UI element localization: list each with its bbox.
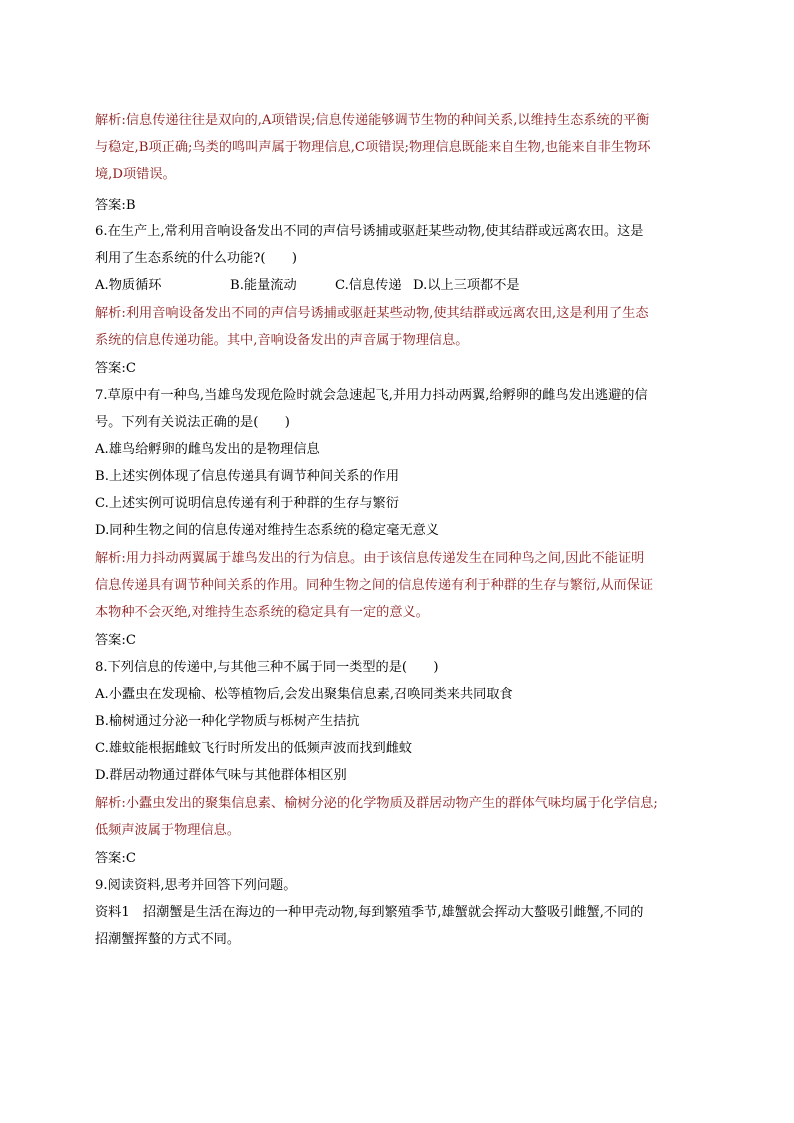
question-line: 号。下列有关说法正确的是( ): [95, 415, 290, 430]
explanation-line: 系统的信息传递功能。其中,音响设备发出的声音属于物理信息。: [95, 333, 469, 348]
answer-text: 答案:C: [95, 633, 136, 648]
option-d: D.群居动物通过群体气味与其他群体相区别: [95, 768, 347, 783]
option-a: A.物质循环: [95, 278, 162, 293]
answer-text: 答案:C: [95, 361, 136, 376]
question-line: 8.下列信息的传递中,与其他三种不属于同一类型的是( ): [95, 660, 439, 675]
option-b: B.上述实例体现了信息传递具有调节种间关系的作用: [95, 469, 400, 484]
question-line: 9.阅读资料,思考并回答下列问题。: [95, 878, 297, 893]
option-d: D.同种生物之间的信息传递对维持生态系统的稳定毫无意义: [95, 523, 439, 538]
option-c: C.上述实例可说明信息传递有利于种群的生存与繁衍: [95, 496, 399, 511]
q7-stem: [95, 382, 700, 436]
option-b: B.能量流动: [230, 278, 297, 293]
explanation-line: 境,D项错误。: [95, 167, 176, 182]
q8-stem: [95, 654, 700, 681]
option-a: A.小蠹虫在发现榆、松等植物后,会发出聚集信息素,召唤同类来共同取食: [95, 687, 513, 702]
q7-explanation: [95, 545, 700, 626]
option-d: D.以上三项都不是: [413, 278, 520, 293]
explanation-line: 本物种不会灭绝,对维持生态系统的稳定具有一定的意义。: [95, 605, 429, 620]
q5-answer: [95, 192, 700, 219]
material-line: 资料1 招潮蟹是生活在海边的一种甲壳动物,每到繁殖季节,雄蟹就会挥动大螯吸引雌蟹,不同的: [95, 905, 644, 920]
question-line: 6.在生产上,常利用音响设备发出不同的声信号诱捕或驱赶某些动物,使其结群或远离农田。这是: [95, 224, 644, 239]
explanation-line: 解析:用力抖动两翼属于雄鸟发出的行为信息。由于该信息传递发生在同种鸟之间,因此不能证明: [95, 551, 645, 566]
q9-material-1: [95, 899, 700, 953]
q9-stem: [95, 872, 700, 899]
q6-stem: [95, 218, 700, 272]
answer-text: 答案:B: [95, 198, 136, 213]
explanation-line: 解析:信息传递往往是双向的,A项错误;信息传递能够调节生物的种间关系,以维持生态系统的平衡: [95, 113, 650, 128]
q8-explanation: [95, 790, 700, 844]
option-b: B.榆树通过分泌一种化学物质与栎树产生拮抗: [95, 714, 360, 729]
explanation-line: 信息传递具有调节种间关系的作用。同种生物之间的信息传递有利于种群的生存与繁衍,从而保证: [95, 578, 654, 593]
option-c: C.信息传递: [335, 278, 402, 293]
question-line: 利用了生态系统的什么功能?( ): [95, 251, 297, 266]
question-line: 7.草原中有一种鸟,当雄鸟发现危险时就会急速起飞,并用力抖动两翼,给孵卵的雌鸟发出逃避的信: [95, 388, 648, 403]
q8-answer: [95, 845, 700, 872]
explanation-line: 与稳定,B项正确;鸟类的鸣叫声属于物理信息,C项错误;物理信息既能来自生物,也能来自非生物环: [95, 140, 651, 155]
explanation-line: 解析:小蠹虫发出的聚集信息素、榆树分泌的化学物质及群居动物产生的群体气味均属于化学信息;: [95, 796, 658, 811]
q8-options: [95, 681, 700, 789]
material-line: 招潮蟹挥螯的方式不同。: [95, 932, 241, 947]
explanation-line: 解析:利用音响设备发出不同的声信号诱捕或驱赶某些动物,使其结群或远离农田,这是利用了生态: [95, 306, 649, 321]
explanation-line: 低频声波属于物理信息。: [95, 823, 241, 838]
q5-explanation: [95, 107, 700, 188]
q6-options: [95, 272, 700, 299]
q6-answer: [95, 355, 700, 382]
q6-explanation: [95, 300, 700, 354]
q7-answer: [95, 627, 700, 654]
q7-options: [95, 436, 700, 544]
answer-text: 答案:C: [95, 851, 136, 866]
option-c: C.雄蚊能根据雌蚊飞行时所发出的低频声波而找到雌蚊: [95, 741, 413, 756]
option-a: A.雄鸟给孵卵的雌鸟发出的是物理信息: [95, 442, 320, 457]
